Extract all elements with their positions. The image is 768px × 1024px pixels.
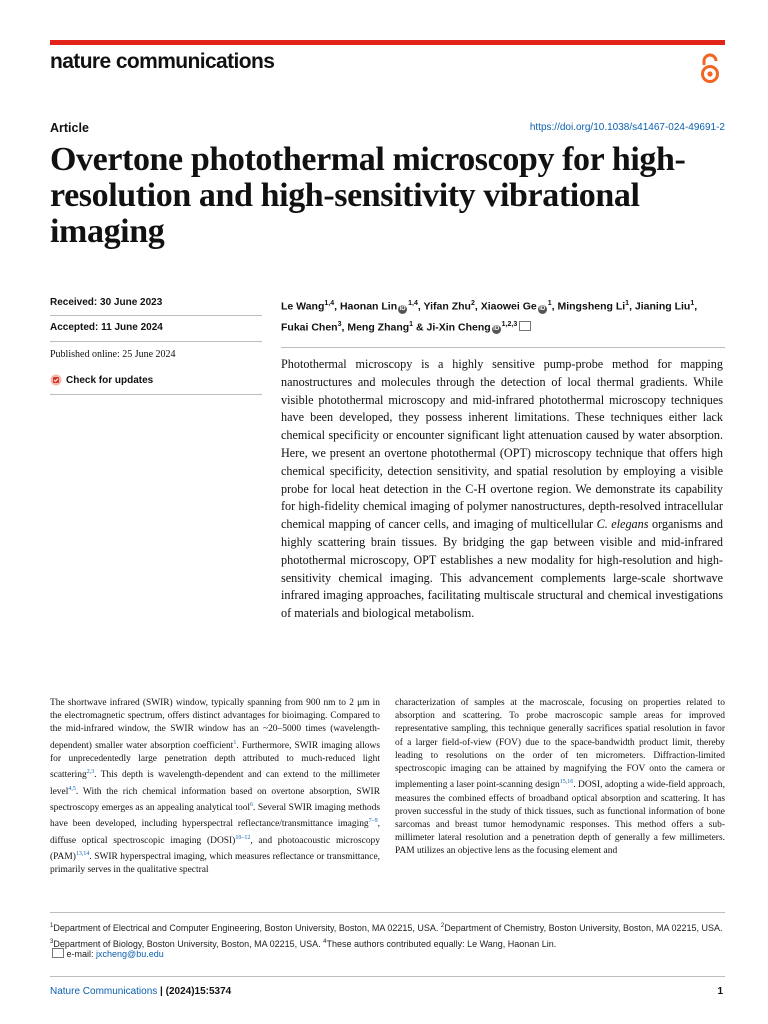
citation-ref: 4,5 bbox=[68, 785, 76, 792]
author-name: Le Wang bbox=[281, 300, 325, 313]
check-updates-label: Check for updates bbox=[66, 374, 154, 386]
check-updates-button[interactable] bbox=[50, 374, 262, 386]
orcid-icon: iD bbox=[539, 305, 546, 312]
affiliation-index: 2 bbox=[440, 923, 445, 929]
article-title: Overtone photothermal microscopy for high-resolution and high-sensitivity vibrational imaging bbox=[50, 141, 686, 250]
orcid-icon: iD bbox=[399, 305, 406, 312]
author-affiliation-sup: 1 bbox=[690, 300, 695, 307]
divider bbox=[281, 347, 725, 348]
mail-icon bbox=[519, 321, 531, 331]
author-affiliation-sup: 1 bbox=[547, 300, 552, 307]
species-name: C. elegans bbox=[596, 517, 649, 532]
published-date: Published online: 25 June 2024 bbox=[50, 349, 176, 360]
author-affiliation-sup: 1,4 bbox=[324, 300, 335, 307]
author-name: Xiaowei Ge bbox=[480, 300, 537, 313]
citation-ref: 13,14 bbox=[75, 850, 90, 857]
author-affiliation-sup: 1 bbox=[409, 320, 414, 328]
affiliation-index: 3 bbox=[50, 939, 54, 945]
article-type-label: Article bbox=[50, 121, 89, 135]
affiliations: $^1$Department of Electrical and Computer Engineering, Boston University, Boston, MA 02215, USA. $^2$Department of Chemistry, Boston University, Boston, MA 02215, USA. $^3$Department of Biology, Boston University, Boston, MA 02215, USA. $^4$These authors contributed equally: Le Wang, Haonan Lin. bbox=[50, 923, 723, 949]
affiliation-index: 4 bbox=[323, 939, 327, 945]
divider bbox=[50, 912, 725, 913]
author-list: Le Wang$^{1,4}$, Haonan Lin iD$^{1,4}$, Yifan Zhu$^2$, Xiaowei Ge $iD^1$, Mingsheng Li$^1$, Jianing Liu$^1$, Fukai Chen$^3$, Meng Zhang$^1$ & Ji-Xin Cheng iD$^{1,2,3}$ bbox=[281, 300, 698, 333]
author-name: Fukai Chen bbox=[281, 321, 338, 333]
mail-icon bbox=[52, 948, 64, 958]
citation-ref: 2,3 bbox=[86, 769, 95, 776]
orcid-icon: iD bbox=[493, 326, 500, 332]
author-affiliation-sup: 1,2,3 bbox=[501, 320, 518, 328]
author-affiliation-sup: 1 bbox=[625, 300, 630, 307]
journal-name: nature communications bbox=[50, 50, 275, 73]
header-accent-bar bbox=[50, 40, 725, 45]
affiliation-index: 1 bbox=[50, 923, 54, 929]
author-name: Mingsheng Li bbox=[557, 300, 626, 313]
citation-ref: 6 bbox=[250, 801, 254, 808]
divider bbox=[50, 976, 725, 977]
author-name: Meng Zhang bbox=[347, 321, 410, 333]
citation-ref: 7–9 bbox=[368, 818, 378, 825]
author-affiliation-sup: 1,4 bbox=[408, 300, 418, 307]
author-name: Yifan Zhu bbox=[423, 300, 471, 313]
author-name: Ji-Xin Cheng bbox=[426, 321, 491, 333]
citation-ref: 10–12 bbox=[235, 834, 251, 841]
citation-ref: 15,16 bbox=[559, 779, 574, 786]
divider bbox=[50, 341, 262, 342]
author-name: Jianing Liu bbox=[634, 300, 691, 313]
page-number: 1 bbox=[717, 986, 723, 997]
divider bbox=[50, 394, 262, 395]
author-name: Haonan Lin bbox=[339, 300, 398, 313]
footer-journal[interactable]: Nature Communications bbox=[50, 986, 158, 997]
corresponding-email bbox=[50, 948, 164, 959]
body-column-left: The shortwave infrared (SWIR) window, typically spanning from 900 nm to 2 μm in the electromagnetic spectrum, offers distinct advantages for bioimaging. Compared to the mid-infrared window, the SWIR window has an ~20–5000 times (wavelength-dependent) smaller water absorption coefficient$^1$. Furthermore, SWIR imaging allows for unprecedentedly large penetration depth attributed to much-reduced light scattering$^{2,3}$. This depth is wavelength-dependent and can extend to the millimeter level$^{4,5}$. With the rich chemical information based on overtone absorption, SWIR spectroscopy emerges as an appealing analytical tool$^6$. Several SWIR imaging methods have been developed, including hyperspectral reflectance/transmittance imaging$^{7-9}$, diffuse optical spectroscopic imaging (DOSI)$^{10-12}$, and photoacoustic microscopy (PAM)$^{13,14}$. SWIR hyperspectral imaging, which measures reflectance or transmittance, primarily serves in the qualitative spectral bbox=[50, 698, 380, 876]
check-updates-icon bbox=[50, 374, 62, 386]
footer-citation bbox=[50, 986, 231, 997]
open-access-icon bbox=[699, 53, 721, 85]
abstract: Photothermal microscopy is a highly sensitive pump-probe method for mapping nanostructures and molecules through the detection of local thermal gradients. While visible photothermal microscopy and mid-infrared photothermal microscopy techniques have been developed, they possess inherent limitations. These techniques either lack chemical specificity or encounter significant light attenuation caused by water absorption. Here, we present an overtone photothermal (OPT) microscopy technique that offers high chemical specificity, detection sensitivity, and spatial resolution by employing a visible probe for local heat detection in the C-H overtone region. We demonstrate its capability for high-fidelity chemical imaging of polymer nanostructures, depth-resolved intracellular chemical mapping of cancer cells, and imaging of multicellular C. elegans organisms and highly scattering brain tissues. By bridging the gap between visible and mid-infrared photothermal microscopy, OPT establishes a new modality for high-resolution and high-sensitivity chemical imaging. This advancement complements large-scale shortwave infrared imaging approaches, facilitating multiscale structural and chemical investigations of materials and biological metabolism. bbox=[281, 357, 723, 621]
doi-link[interactable]: https://doi.org/10.1038/s41467-024-49691-2 bbox=[529, 122, 725, 133]
email-link[interactable]: jxcheng@bu.edu bbox=[96, 949, 164, 959]
email-label: e-mail: bbox=[66, 949, 97, 959]
accepted-date: Accepted: 11 June 2024 bbox=[50, 322, 163, 333]
body-column-right: characterization of samples at the macroscale, focusing on properties related to absorption and scattering. To probe macroscopic sample areas for improved representative sampling, this technique generally sacrifices spatial resolution in favor of a larger field-of-view (FOV) due to the space-bandwidth product limit, thereby leading to resolutions on the order of ten micrometers. Diffraction-limited spectroscopic imaging can be attained by magnifying the FOV onto the camera or implementing a laser point-scanning design$^{15,16}$. DOSI, adopting a wide-field approach, measures the combined effects of broadband optical absorption and scattering. It has proven successful in the study of thick tissues, such as functional information of bone sarcomas and breast tumor hemodynamic responses. This method offers a sub-millimeter lateral resolution and a penetration depth of generally a few millimeters. PAM utilizes an objective lens as the focusing element and bbox=[395, 698, 725, 857]
received-date: Received: 30 June 2023 bbox=[50, 297, 163, 308]
footer-volume: | (2024)15:5374 bbox=[157, 986, 232, 997]
citation-ref: 1 bbox=[233, 739, 237, 746]
author-affiliation-sup: 3 bbox=[337, 320, 342, 328]
author-affiliation-sup: 2 bbox=[470, 300, 475, 307]
divider bbox=[50, 315, 262, 316]
